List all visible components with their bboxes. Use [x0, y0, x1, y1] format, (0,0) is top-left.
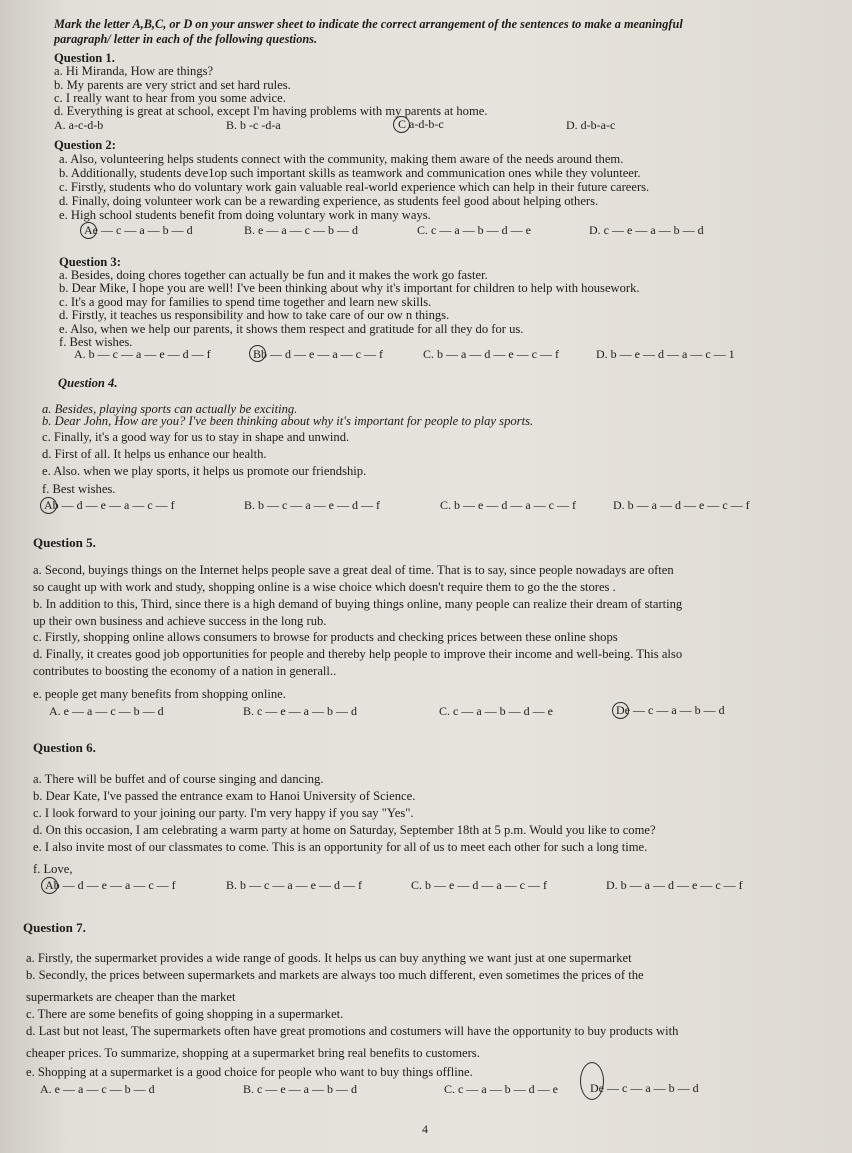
q1-option-a[interactable]: A. a-c-d-b [54, 118, 104, 132]
q7-sentence-c: c. There are some benefits of going shopping in a supermarket. [26, 1007, 344, 1021]
question-5-title: Question 5. [33, 535, 96, 550]
q3-option-c[interactable]: C. b — a — d — e — c — f [423, 347, 559, 361]
q1-option-c[interactable]: C a-d-b-c [398, 117, 444, 131]
q5-option-c[interactable]: C. c — a — b — d — e [439, 704, 553, 718]
q6-sentence-a: a. There will be buffet and of course singing and dancing. [33, 772, 324, 786]
q7-option-c[interactable]: C. c — a — b — d — e [444, 1082, 558, 1096]
instruction-line-1: Mark the letter A,B,C, or D on your answer sheet to indicate the correct arrangement of the sentences to make a meaningful [54, 17, 683, 31]
q1-option-d[interactable]: D. d-b-a-c [566, 118, 616, 132]
q7-sentence-a: a. Firstly, the supermarket provides a wide range of goods. It helps us can buy anything we want just at one supermarket [26, 951, 632, 965]
q5-option-d[interactable]: De — c — a — b — d [616, 703, 725, 717]
q5-option-a[interactable]: A. e — a — c — b — d [49, 704, 164, 718]
q5-option-b[interactable]: B. c — e — a — b — d [243, 704, 357, 718]
q7-option-b[interactable]: B. c — e — a — b — d [243, 1082, 357, 1096]
q3-sentence-f: f. Best wishes. [59, 335, 133, 349]
q1-sentence-d: d. Everything is great at school, except I'm having problems with my parents at home. [54, 104, 488, 118]
q5-sentence-d-line-1: d. Finally, it creates good job opportunities for people and thereby help people to improve their income and well-being. This also [33, 647, 683, 661]
q4-sentence-a: a. Besides, playing sports can actually be exciting. [42, 402, 298, 416]
q1-sentence-b: b. My parents are very strict and set hard rules. [54, 78, 291, 92]
q1-sentence-a: a. Hi Miranda, How are things? [54, 64, 214, 78]
q5-sentence-b-line-1: b. In addition to this, Third, since there is a high demand of buying things online, many people can realize their dream of starting [33, 597, 683, 611]
q4-sentence-b: b. Dear John, How are you? I've been thinking about why it's important for people to play sports. [42, 414, 534, 428]
q6-sentence-c: c. I look forward to your joining our party. I'm very happy if you say "Yes". [33, 806, 414, 820]
q4-sentence-e: e. Also. when we play sports, it helps us promote our friendship. [42, 464, 367, 478]
q2-sentence-c: c. Firstly, students who do voluntary work gain valuable real-world experience which can help in their future careers. [59, 180, 650, 194]
q6-sentence-b: b. Dear Kate, I've passed the entrance exam to Hanoi University of Science. [33, 789, 416, 803]
q2-sentence-e: e. High school students benefit from doing voluntary work in many ways. [59, 208, 431, 222]
q3-option-b[interactable]: Bb — d — e — a — c — f [253, 347, 383, 361]
q2-option-a[interactable]: Ae — c — a — b — d [84, 223, 193, 237]
q6-sentence-d: d. On this occasion, I am celebrating a warm party at home on Saturday, September 18th at 5 p.m. Would you like to come? [33, 823, 656, 837]
q4-option-c[interactable]: C. b — e — d — a — c — f [440, 498, 576, 512]
q2-option-d[interactable]: D. c — e — a — b — d [589, 223, 704, 237]
q7-sentence-d-line-2: cheaper prices. To summarize, shopping at a supermarket bring real benefits to customers. [26, 1046, 480, 1060]
q6-option-d[interactable]: D. b — a — d — e — c — f [606, 878, 743, 892]
question-6-title: Question 6. [33, 740, 96, 755]
q6-option-c[interactable]: C. b — e — d — a — c — f [411, 878, 547, 892]
q4-option-b[interactable]: B. b — c — a — e — d — f [244, 498, 380, 512]
instruction-line-2: paragraph/ letter in each of the following questions. [54, 32, 318, 46]
q1-sentence-c: c. I really want to hear from you some advice. [54, 91, 286, 105]
q2-sentence-d: d. Finally, doing volunteer work can be a rewarding experience, as students feel good about helping others. [59, 194, 599, 208]
q7-option-a[interactable]: A. e — a — c — b — d [40, 1082, 155, 1096]
q3-sentence-d: d. Firstly, it teaches us responsibility and how to take care of our ow n things. [59, 308, 450, 322]
q4-sentence-f: f. Best wishes. [42, 482, 116, 496]
q7-option-d[interactable]: De — c — a — b — d [590, 1081, 699, 1095]
q2-sentence-b: b. Additionally, students deve1op such important skills as teamwork and communication ones while they volunteer. [59, 166, 641, 180]
q4-sentence-d: d. First of all. It helps us enhance our health. [42, 447, 267, 461]
q3-sentence-b: b. Dear Mike, I hope you are well! I've been thinking about why it's important for children to help with housework. [59, 281, 640, 295]
q7-sentence-b-line-2: supermarkets are cheaper than the market [26, 990, 236, 1004]
q6-sentence-f: f. Love, [33, 862, 73, 876]
q3-sentence-a: a. Besides, doing chores together can actually be fun and it makes the work go faster. [59, 268, 488, 282]
q3-option-d[interactable]: D. b — e — d — a — c — 1 [596, 347, 735, 361]
q1-option-b[interactable]: B. b -c -d-a [226, 118, 281, 132]
q6-sentence-e: e. I also invite most of our classmates to come. This is an opportunity for all of us to meet each other for such a long time. [33, 840, 648, 854]
q2-option-b[interactable]: B. e — a — c — b — d [244, 223, 358, 237]
q6-option-b[interactable]: B. b — c — a — e — d — f [226, 878, 362, 892]
q3-sentence-e: e. Also, when we help our parents, it shows them respect and gratitude for all they do for us. [59, 322, 524, 336]
page-number: 4 [422, 1122, 428, 1136]
q2-option-c[interactable]: C. c — a — b — d — e [417, 223, 531, 237]
q7-sentence-d-line-1: d. Last but not least, The supermarkets often have great promotions and costumers will have the opportunity to buy products with [26, 1024, 679, 1038]
q5-sentence-e: e. people get many benefits from shopping online. [33, 687, 286, 701]
q2-sentence-a: a. Also, volunteering helps students connect with the community, making them aware of the needs around them. [59, 152, 624, 166]
q5-sentence-b-line-2: up their own business and achieve success in the long rub. [33, 614, 327, 628]
question-2-title: Question 2: [54, 138, 116, 152]
question-1-title: Question 1. [54, 51, 115, 65]
q3-sentence-c: c. It's a good may for families to spend time together and learn new skills. [59, 295, 432, 309]
q4-sentence-c: c. Finally, it's a good way for us to stay in shape and unwind. [42, 430, 350, 444]
q5-sentence-a-line-2: so caught up with work and study, shopping online is a wise choice which doesn't require them to go the the stores . [33, 580, 616, 594]
question-4-title: Question 4. [58, 376, 118, 390]
q6-option-a[interactable]: Ab — d — e — a — c — f [45, 878, 176, 892]
q5-sentence-d-line-2: contributes to boosting the economy of a nation in generall.. [33, 664, 337, 678]
q4-option-d[interactable]: D. b — a — d — e — c — f [613, 498, 750, 512]
q7-sentence-b-line-1: b. Secondly, the prices between supermarkets and markets are always too much different, even sometimes the prices of the [26, 968, 644, 982]
q3-option-a[interactable]: A. b — c — a — e — d — f [74, 347, 211, 361]
question-7-title: Question 7. [23, 920, 86, 935]
q5-sentence-a-line-1: a. Second, buyings things on the Internet helps people save a great deal of time. That is to say, since people nowadays are often [33, 563, 674, 577]
q4-option-a[interactable]: Ab — d — e — a — c — f [44, 498, 175, 512]
q7-sentence-e: e. Shopping at a supermarket is a good choice for people who want to buy things offline. [26, 1065, 473, 1079]
q5-sentence-c: c. Firstly, shopping online allows consumers to browse for products and checking prices between these online shops [33, 630, 618, 644]
question-3-title: Question 3: [59, 255, 121, 269]
